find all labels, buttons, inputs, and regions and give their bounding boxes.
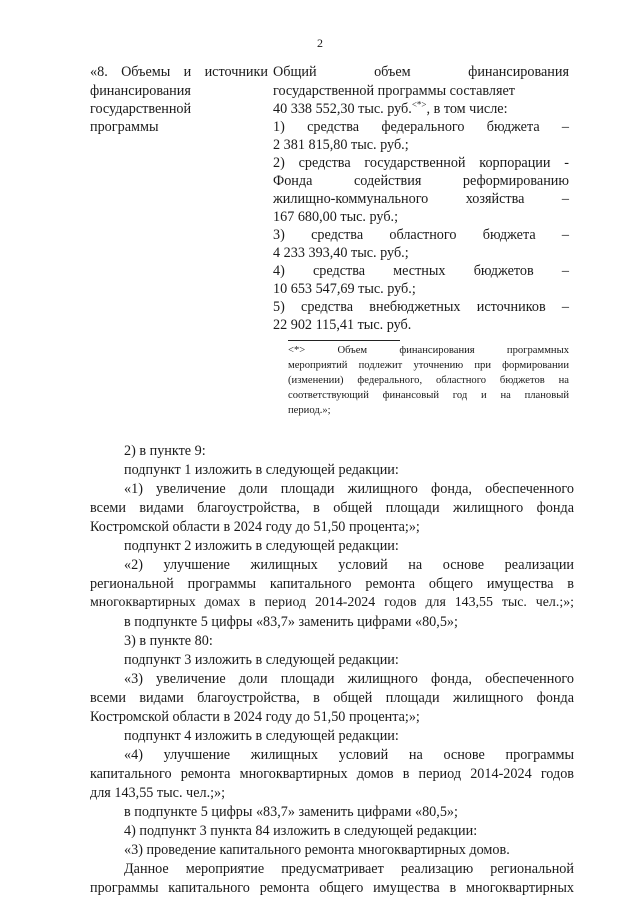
body-line: Костромской области в 2024 году до 51,50 процента;»;: [90, 709, 420, 725]
footnote-line: мероприятий подлежит уточнению при формировании: [288, 360, 569, 371]
body-line: программы капитального ремонта общего имущества в многоквартирных: [90, 880, 574, 896]
footnote-line: соответствующий финансовый год и на плановый: [288, 390, 569, 401]
body-line: Данное мероприятие предусматривает реализацию региональной: [124, 861, 574, 877]
table-right-line: 2 381 815,80 тыс. руб.;: [273, 137, 409, 153]
body-line: 2) в пункте 9:: [124, 443, 206, 459]
body-line: «2) улучшение жилищных условий на основе реализации: [124, 557, 574, 573]
table-right-line: государственной программы составляет: [273, 83, 516, 99]
table-right-line: 4 233 393,40 тыс. руб.;: [273, 245, 409, 261]
footnote-line: <*> Объем финансирования программных: [288, 345, 569, 356]
footnote-mark: <*>: [411, 99, 427, 110]
body-line: «3) увеличение доли площади жилищного фонда, обеспеченного: [124, 671, 574, 687]
table-right-line: 3) средства областного бюджета –: [273, 227, 569, 243]
body-line: многоквартирных домах в период 2014-2024 годов для 143,55 тыс. чел.;»;: [90, 595, 574, 610]
body-line: 3) в пункте 80:: [124, 633, 213, 649]
body-line: подпункт 4 изложить в следующей редакции:: [124, 728, 399, 744]
body-line: подпункт 2 изложить в следующей редакции:: [124, 538, 399, 554]
table-right-line: 22 902 115,41 тыс. руб.: [273, 317, 412, 333]
table-right-line: 1) средства федерального бюджета –: [273, 119, 569, 135]
body-line: «3) проведение капитального ремонта многоквартирных домов.: [124, 842, 510, 858]
table-right-line: 40 338 552,30 тыс. руб.<*>, в том числе:: [273, 99, 508, 117]
footnote-line: (изменении) федерального, областного бюджетов на: [288, 375, 569, 386]
table-left-line: финансирования: [90, 83, 191, 99]
table-left-line: программы: [90, 119, 159, 135]
body-line: 4) подпункт 3 пункта 84 изложить в следующей редакции:: [124, 823, 478, 839]
table-left-line: государственной: [90, 101, 192, 117]
body-line: Костромской области в 2024 году до 51,50 процента;»;: [90, 519, 420, 535]
table-left-line: «8. Объемы и источники: [90, 64, 268, 80]
body-line: всеми видами благоустройства, в общей площади жилищного фонда: [90, 690, 574, 706]
table-right-line: Фонда содействия реформированию: [273, 173, 569, 189]
table-right-line: 4) средства местных бюджетов –: [273, 263, 569, 279]
body-line: для 143,55 тыс. чел.;»;: [90, 785, 226, 801]
page-number: 2: [317, 36, 323, 50]
footnote-line: период.»;: [288, 405, 331, 416]
table-right-line: 2) средства государственной корпорации -: [273, 155, 569, 171]
table-right-line: Общий объем финансирования: [273, 64, 569, 80]
table-right-line: жилищно-коммунального хозяйства –: [273, 191, 569, 207]
body-line: «4) улучшение жилищных условий на основе программы: [124, 747, 574, 763]
body-line: подпункт 1 изложить в следующей редакции:: [124, 462, 399, 478]
footnote-separator: [288, 340, 400, 341]
body-line: капитального ремонта многоквартирных домов в период 2014-2024 годов: [90, 766, 574, 782]
table-right-line: 167 680,00 тыс. руб.;: [273, 209, 399, 225]
table-right-line: 10 653 547,69 тыс. руб.;: [273, 281, 416, 297]
body-line: региональной программы капитального ремонта общего имущества в: [90, 576, 574, 592]
table-right-line: 5) средства внебюджетных источников –: [273, 299, 569, 315]
body-line: всеми видами благоустройства, в общей площади жилищного фонда: [90, 500, 574, 516]
body-line: в подпункте 5 цифры «83,7» заменить цифрами «80,5»;: [124, 614, 458, 630]
body-line: «1) увеличение доли площади жилищного фонда, обеспеченного: [124, 481, 574, 497]
body-line: в подпункте 5 цифры «83,7» заменить цифрами «80,5»;: [124, 804, 458, 820]
total-amount: 40 338 552,30 тыс. руб.: [273, 101, 412, 117]
body-line: подпункт 3 изложить в следующей редакции:: [124, 652, 399, 668]
